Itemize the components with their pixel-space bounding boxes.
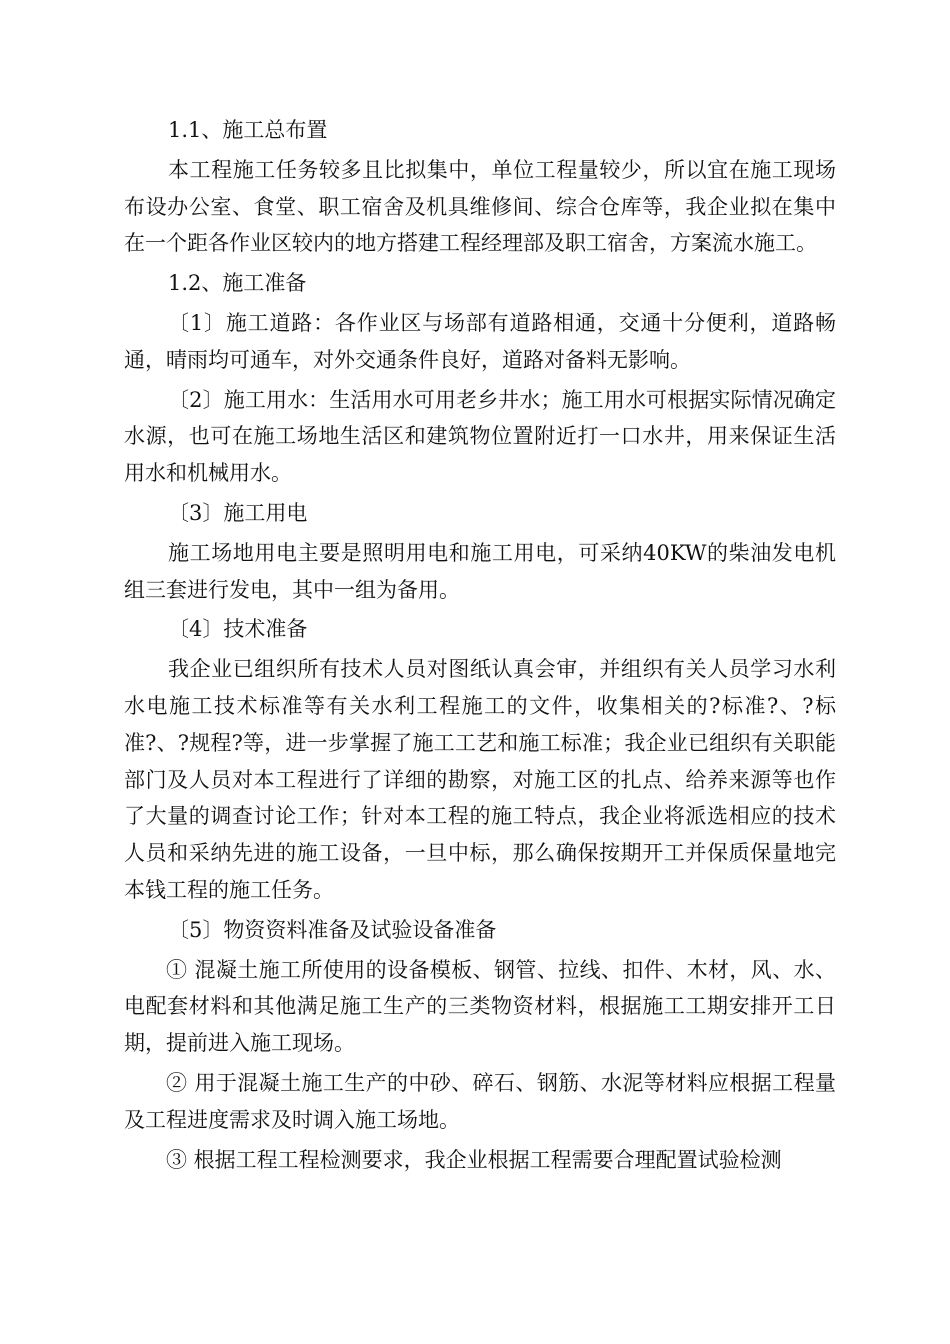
paragraph-power-supply: 施工场地用电主要是照明用电和施工用电，可采纳40KW的柴油发电机组三套进行发电，其中一组为备用。 bbox=[124, 540, 836, 602]
subheading-construction-power: 〔3〕施工用电 bbox=[168, 500, 308, 525]
section-heading-1-1: 1.1、施工总布置 bbox=[168, 118, 328, 142]
section-heading-1-2: 1.2、施工准备 bbox=[168, 271, 307, 296]
list-item-materials-2: ② 用于混凝土施工生产的中砂、碎石、钢筋、水泥等材料应根据工程量及工程进度需求及时调入施工场地。 bbox=[124, 1070, 836, 1132]
document-body bbox=[124, 112, 836, 1181]
paragraph-construction-water: 〔2〕施工用水：生活用水可用老乡井水；施工用水可根据实际情况确定水源，也可在施工场地生活区和建筑物位置附近打一口水井，用来保证生活用水和机械用水。 bbox=[124, 387, 836, 486]
subheading-materials-prep: 〔5〕物资资料准备及试验设备准备 bbox=[168, 917, 497, 942]
subheading-technical-prep: 〔4〕技术准备 bbox=[168, 617, 308, 642]
paragraph-general-layout: 本工程施工任务较多且比拟集中，单位工程量较少，所以宜在施工现场布设办公室、食堂、职工宿舍及机具维修间、综合仓库等，我企业拟在集中在一个距各作业区较内的地方搭建工程经理部及职工宿舍，方案流水施工。 bbox=[124, 157, 836, 256]
paragraph-technical-prep: 我企业已组织所有技术人员对图纸认真会审，并组织有关人员学习水利水电施工技术标准等有关水利工程施工的文件，收集相关的?标准?、?标准?、?规程?等，进一步掌握了施工工艺和施工标准；我企业已组织有关职能部门及人员对本工程进行了详细的勘察，对施工区的扎点、给养来源等也作了大量的调查讨论工作；针对本工程的施工特点，我企业将派选相应的技术人员和采纳先进的施工设备，一旦中标，那么确保按期开工并保质保量地完本钱工程的施工任务。 bbox=[124, 657, 836, 902]
paragraph-construction-roads: 〔1〕施工道路：各作业区与场部有道路相通，交通十分便利，道路畅通，晴雨均可通车，对外交通条件良好，道路对备料无影响。 bbox=[124, 310, 836, 372]
list-item-materials-1: ① 混凝土施工所使用的设备模板、钢管、拉线、扣件、木材，风、水、电配套材料和其他满足施工生产的三类物资材料，根据施工工期安排开工日期，提前进入施工现场。 bbox=[124, 957, 836, 1056]
list-item-materials-3: ③ 根据工程工程检测要求，我企业根据工程需要合理配置试验检测 bbox=[166, 1147, 782, 1172]
